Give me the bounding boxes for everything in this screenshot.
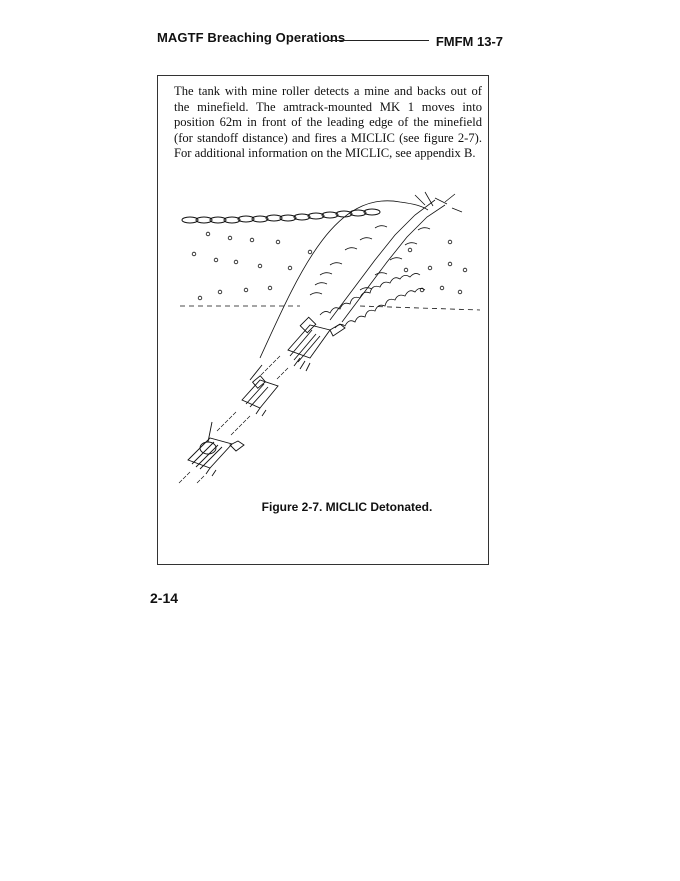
line-charge-trajectory	[260, 201, 428, 358]
concertina-wire	[182, 209, 380, 223]
track-marks	[179, 356, 288, 483]
second-vehicle	[242, 365, 278, 416]
section-title: MAGTF Breaching Operations	[157, 30, 346, 45]
header-rule	[327, 40, 429, 41]
amtrack-mk1	[288, 317, 345, 371]
minefield-boundary	[180, 306, 480, 310]
page-header	[157, 30, 503, 52]
figure-caption-text: Figure 2-7. MICLIC Detonated.	[261, 500, 433, 514]
miclic-illustration	[160, 180, 486, 500]
page-number: 2-14	[150, 590, 179, 606]
body-paragraph: The tank with mine roller detects a mine and backs out of the minefield. The amtrack-mounted MK 1 moves into position 62m in front of the leading edge of the minefield (for standoff distance) and fires a MICLIC (see figure 2-7). For additional information on the MICLIC, see appendix B.	[174, 84, 482, 160]
doc-number: FMFM 13-7	[435, 34, 503, 49]
mines	[192, 232, 467, 300]
figure-caption	[160, 500, 486, 514]
